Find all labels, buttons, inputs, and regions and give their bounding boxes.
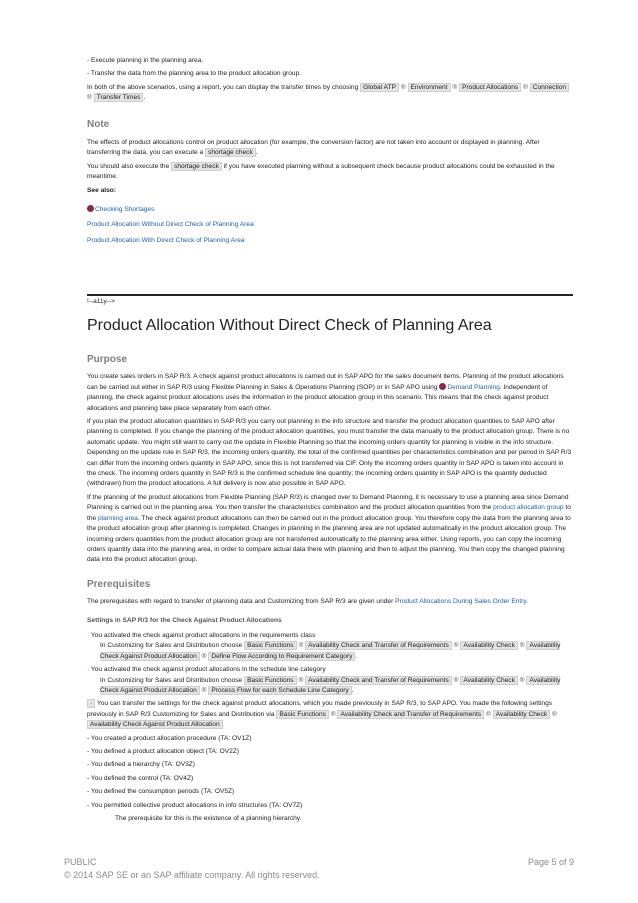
path-product-allocations: Product Allocations: [459, 83, 521, 92]
document-icon: [439, 383, 446, 390]
prerequisites-heading: Prerequisites: [87, 578, 151, 590]
link-product-allocations-sales-order[interactable]: Product Allocations During Sales Order Entry: [395, 598, 527, 606]
purpose-heading: Purpose: [87, 354, 128, 365]
a11y-marker: !--a11y-->: [87, 298, 115, 305]
section-divider: [87, 294, 573, 296]
list-item: - You defined a hierarchy (TA: OV3Z): [87, 760, 573, 770]
shortage-check-term: shortage check: [205, 148, 256, 157]
prereq-item-requirements-class: · You activated the check against product allocations in the requirements class: [87, 631, 573, 641]
purpose-paragraph-3: If the planning of the product allocations from Flexible Planning (SAP R/3) is changed over to Demand Planning, it is necessary to use a planning area since Demand Planning is carried out in the planning area. You then transfer the characteristics combination and the product allocation quantities from the product allocation group to the planning area. The check against product allocations can then be carried out in the product allocation group. You therefore copy the data from the planning area to the product allocation group after planning is completed. Changes in planning in the planning area are not updated automatically in the product allocation group. The incoming orders quantities from the product allocation group are not transferred automatically to the planning area either. Using reports, you can copy the incoming orders quantity data into the planning area, in order to compare actual data there with planning and then to adjust the planning. You then copy the changed planning data into the product allocation group.: [87, 493, 571, 564]
path-connection: Connection: [530, 83, 569, 92]
note-paragraph-2: You should also execute the shortage check if you have executed planning without a subsequent check because product allocations could be exhausted in the meantime.: [87, 162, 555, 181]
footer-copyright: © 2014 SAP SE or an SAP affiliate company. All rights reserved.: [64, 870, 320, 880]
transfer-times-paragraph: In both of the above scenarios, using a report, you can display the transfer times by choosing Global ATP ® Environment ® Product Allocations ® Connection ® Transfer Times .: [87, 83, 573, 104]
path-global-atp: Global ATP: [360, 83, 399, 92]
prereq-item-transfer-settings: · You can transfer the settings for the check against product allocations, which you made previously in SAP R/3, to SAP APO. You made the following settings previously in SAP R/3 Customizing for Sales and Distribution via Basic Functions ® Availability Check and Transfer of Requirements ® Availability Check ® Availability Check Against Product Allocation: [87, 700, 557, 729]
prereq-paragraph: The prerequisites with regard to transfer of planning data and Customizing from SAP R/3 are given under Product Allocations During Sales Order Entry.: [87, 598, 529, 606]
note-heading: Note: [87, 118, 110, 130]
shortage-check-term-2: shortage check: [171, 162, 222, 171]
list-item: - You permitted collective product allocations in info structures (TA: OV7Z): [87, 801, 573, 811]
purpose-paragraph-2: If you plan the product allocation quantities in SAP R/3 you carry out planning in the info structure and transfer the product allocation quantities to SAP APO after planning is completed. If you change the planning of the product allocation quantities, you must transfer the data manually to the product allocation group. There is no automatic update. You might still want to carry out the update in Flexible Planning so that the incoming orders quantity for planning is visible in the info structure. Depending on the update rule in SAP R/3, the incoming orders quantity, the total of the confirmed quantities per characteristics combination and per period in SAP R/3 can differ from the incoming orders quantity in SAP APO, since this is not transferred via CIF. Only the incoming orders quantity in SAP APO is taken into account in the check. The incoming orders quantity in SAP R/3 is the confirmed schedule line quantity; the incoming orders quantity in SAP APO is the quantity deducted (withdrawn) from the product allocations. A full delivery is now also possible in SAP APO.: [87, 418, 572, 488]
list-item: - You defined a product allocation object (TA: OV2Z): [87, 747, 573, 757]
link-with-direct-check[interactable]: Product Allocation With Direct Check of Planning Area: [87, 236, 245, 244]
footer: [64, 857, 574, 867]
link-checking-shortages[interactable]: Checking Shortages: [87, 205, 573, 215]
link-without-direct-check[interactable]: Product Allocation Without Direct Check of Planning Area: [87, 221, 254, 229]
prereq-item-2-path: In Customizing for Sales and Distribution choose Basic Functions ® Availability Check and Transfer of Requirements ® Availability Check ® Availability Check Against Product Allocation ® Process Flow for each Schedule Line Category .: [100, 676, 561, 694]
link-demand-planning[interactable]: Demand Planning: [439, 384, 499, 391]
list-item: - You defined the control (TA: OV4Z): [87, 774, 573, 784]
info-marker: ·: [87, 699, 95, 708]
prereq-item-schedule-line: · You activated the check against product allocations in the schedule line category: [87, 665, 573, 675]
top-section: [87, 56, 573, 251]
note-paragraph-1: The effects of product allocations control on product allocation (for example, the conversion factor) are not taken into account or displayed in planning. After transferring the data, you can execute a shortage check .: [87, 139, 540, 157]
path-transfer-times: Transfer Times: [94, 93, 144, 102]
see-also-label: See also:: [87, 186, 116, 194]
link-product-allocation-group[interactable]: product allocation group: [493, 504, 564, 512]
link-planning-area[interactable]: planning area: [98, 514, 138, 522]
purpose-paragraph-1: You create sales orders in SAP R/3. A check against product allocations is carried out in SAP APO for the sales document items. Planning of the product allocations can be carried out either in SAP R/3 using Flexible Planning in Sales & Operations Planning (SOP) or in SAP APO using Demand Planning. Independent of planning, the check against product allocations uses the information in the product allocation group in this scenario. This means that the check against product allocations and planning take place separately from each other.: [87, 373, 564, 412]
main-content: [87, 355, 573, 827]
page-title: Product Allocation Without Direct Check of Planning Area: [87, 317, 492, 334]
list-item: - You defined the consumption periods (TA: OV5Z): [87, 787, 573, 797]
footer-public: PUBLIC: [64, 857, 97, 867]
planning-hierarchy-note: The prerequisite for this is the existence of a planning hierarchy.: [115, 815, 302, 823]
footer-page-number: Page 5 of 9: [527, 857, 574, 867]
list-item: - You created a product allocation procedure (TA: OV1Z): [87, 734, 573, 744]
settings-subheading: Settings in SAP R/3 for the Check Against Product Allocations: [87, 616, 282, 624]
bullet-transfer-data: - Transfer the data from the planning area to the product allocation group.: [87, 69, 573, 79]
path-environment: Environment: [408, 83, 451, 92]
bullet-execute-planning: - Execute planning in the planning area.: [87, 56, 573, 66]
document-icon: [87, 205, 94, 212]
prereq-item-1-path: In Customizing for Sales and Distribution choose Basic Functions ® Availability Check and Transfer of Requirements ® Availability Check ® Availability Check Against Product Allocation ® Define Flow According to Requirement Category .: [100, 642, 561, 660]
